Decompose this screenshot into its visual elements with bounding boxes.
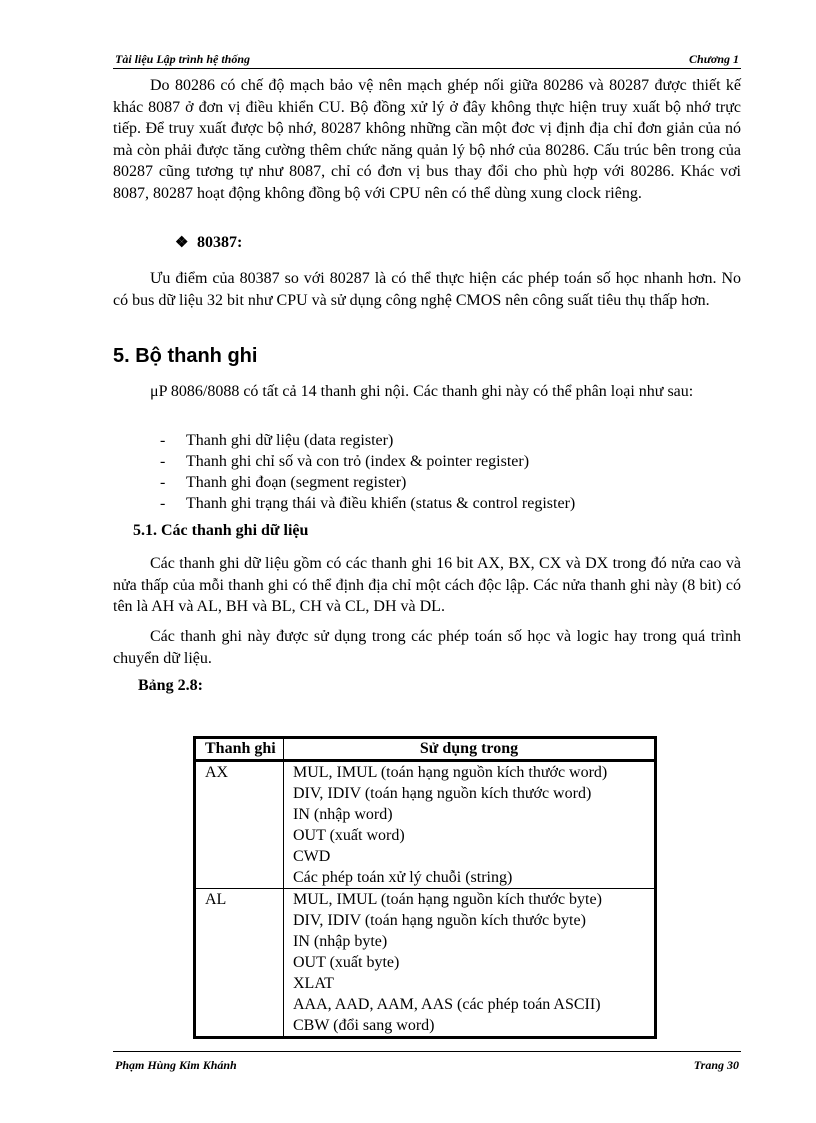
table-row [196,761,654,889]
usage-line: XLAT [293,975,334,992]
usage-line: MUL, IMUL (toán hạng nguồn kích thước word) [293,764,608,781]
list-item [160,493,575,514]
paragraph-usage: Các thanh ghi này được sử dụng trong các phép toán số học và logic hay trong quá trình chuyển dữ liệu. [113,628,741,667]
column-header-usage: Sử dụng trong [284,739,655,761]
footer-page-number: Trang 30 [693,1058,739,1072]
table-header-row [196,739,654,761]
list-item-text: Thanh ghi đoạn (segment register) [186,474,407,491]
usage-line: DIV, IDIV (toán hạng nguồn kích thước byte) [293,912,586,929]
register-type-list [160,430,575,514]
heading-80387 [175,233,242,252]
usage-line: MUL, IMUL (toán hạng nguồn kích thước byte) [293,891,602,908]
usage-line: OUT (xuất byte) [293,954,400,971]
usage-line: OUT (xuất word) [293,827,405,844]
footer-author: Phạm Hùng Kim Khánh [115,1058,237,1072]
section-heading-registers: 5. Bộ thanh ghi [113,345,258,367]
register-cell: AX [196,761,284,889]
list-item-text: Thanh ghi trạng thái và điều khiển (status & control register) [186,495,576,512]
list-dash: - [160,453,166,470]
list-dash: - [160,495,166,512]
usage-line: CBW (đổi sang word) [293,1017,435,1034]
usage-cell [284,889,655,1037]
list-dash: - [160,474,166,491]
usage-cell [284,761,655,889]
usage-line: IN (nhập word) [293,806,393,823]
heading-80387-label: 80387: [197,234,243,251]
usage-line: IN (nhập byte) [293,933,388,950]
column-header-register: Thanh ghi [196,739,284,761]
list-item [160,430,575,451]
page-header [113,50,741,68]
diamond-bullet-icon: ❖ [175,235,189,251]
table-row [196,889,654,1037]
list-dash: - [160,432,166,449]
list-item [160,451,575,472]
paragraph-80286-80287: Do 80286 có chế độ mạch bảo vệ nên mạch ghép nối giữa 80286 và 80287 được thiết kế khác 8087 ở đơn vị điều khiển CU. Bộ đồng xử lý ở đây không thực hiện truy xuất bộ nhớ trực tiếp. Để truy xuất được bộ nhớ, 80287 không những cần một đơc vị định địa chỉ đơn giản của nó mà còn phải được tăng cường thêm chức năng quản lý bộ nhớ của 80286. Cấu trúc bên trong của 80287 cũng tương tự như 8087, chỉ có đơn vị bus thay đổi cho phù hợp với 80286. Khác vơi 8087, 80287 hoạt động không đồng bộ với CPU nên có thể dùng xung clock riêng. [113,77,741,202]
header-chapter: Chương 1 [689,52,739,66]
usage-line: Các phép toán xử lý chuỗi (string) [293,869,513,886]
list-item [160,472,575,493]
usage-line: CWD [293,848,331,865]
paragraph-register-intro: μP 8086/8088 có tất cả 14 thanh ghi nội. Các thanh ghi này có thể phân loại như sau: [150,383,694,400]
paragraph-80387: Ưu điểm của 80387 so với 80287 là có thể thực hiện các phép toán số học nhanh hơn. No có bus dữ liệu 32 bit như CPU và sử dụng công nghệ CMOS nên công suất tiêu thụ thấp hơn. [113,270,741,309]
page-footer [113,1056,741,1074]
subsection-heading-data-registers: 5.1. Các thanh ghi dữ liệu [133,522,309,539]
usage-line: DIV, IDIV (toán hạng nguồn kích thước word) [293,785,592,802]
register-usage-table [193,736,657,1039]
register-cell: AL [196,889,284,1037]
list-item-text: Thanh ghi dữ liệu (data register) [186,432,394,449]
header-rule [113,68,741,69]
footer-rule [113,1051,741,1052]
usage-line: AAA, AAD, AAM, AAS (các phép toán ASCII) [293,996,601,1013]
table-caption: Bảng 2.8: [138,677,203,694]
list-item-text: Thanh ghi chỉ số và con trỏ (index & pointer register) [186,453,530,470]
header-title: Tài liệu Lập trình hệ thống [115,52,251,66]
paragraph-data-registers: Các thanh ghi dữ liệu gồm có các thanh ghi 16 bit AX, BX, CX và DX trong đó nửa cao và nửa thấp của mỗi thanh ghi có thể định địa chỉ một cách độc lập. Các nửa thanh ghi này (8 bit) có tên là AH và AL, BH và BL, CH và CL, DH và DL. [113,555,741,615]
